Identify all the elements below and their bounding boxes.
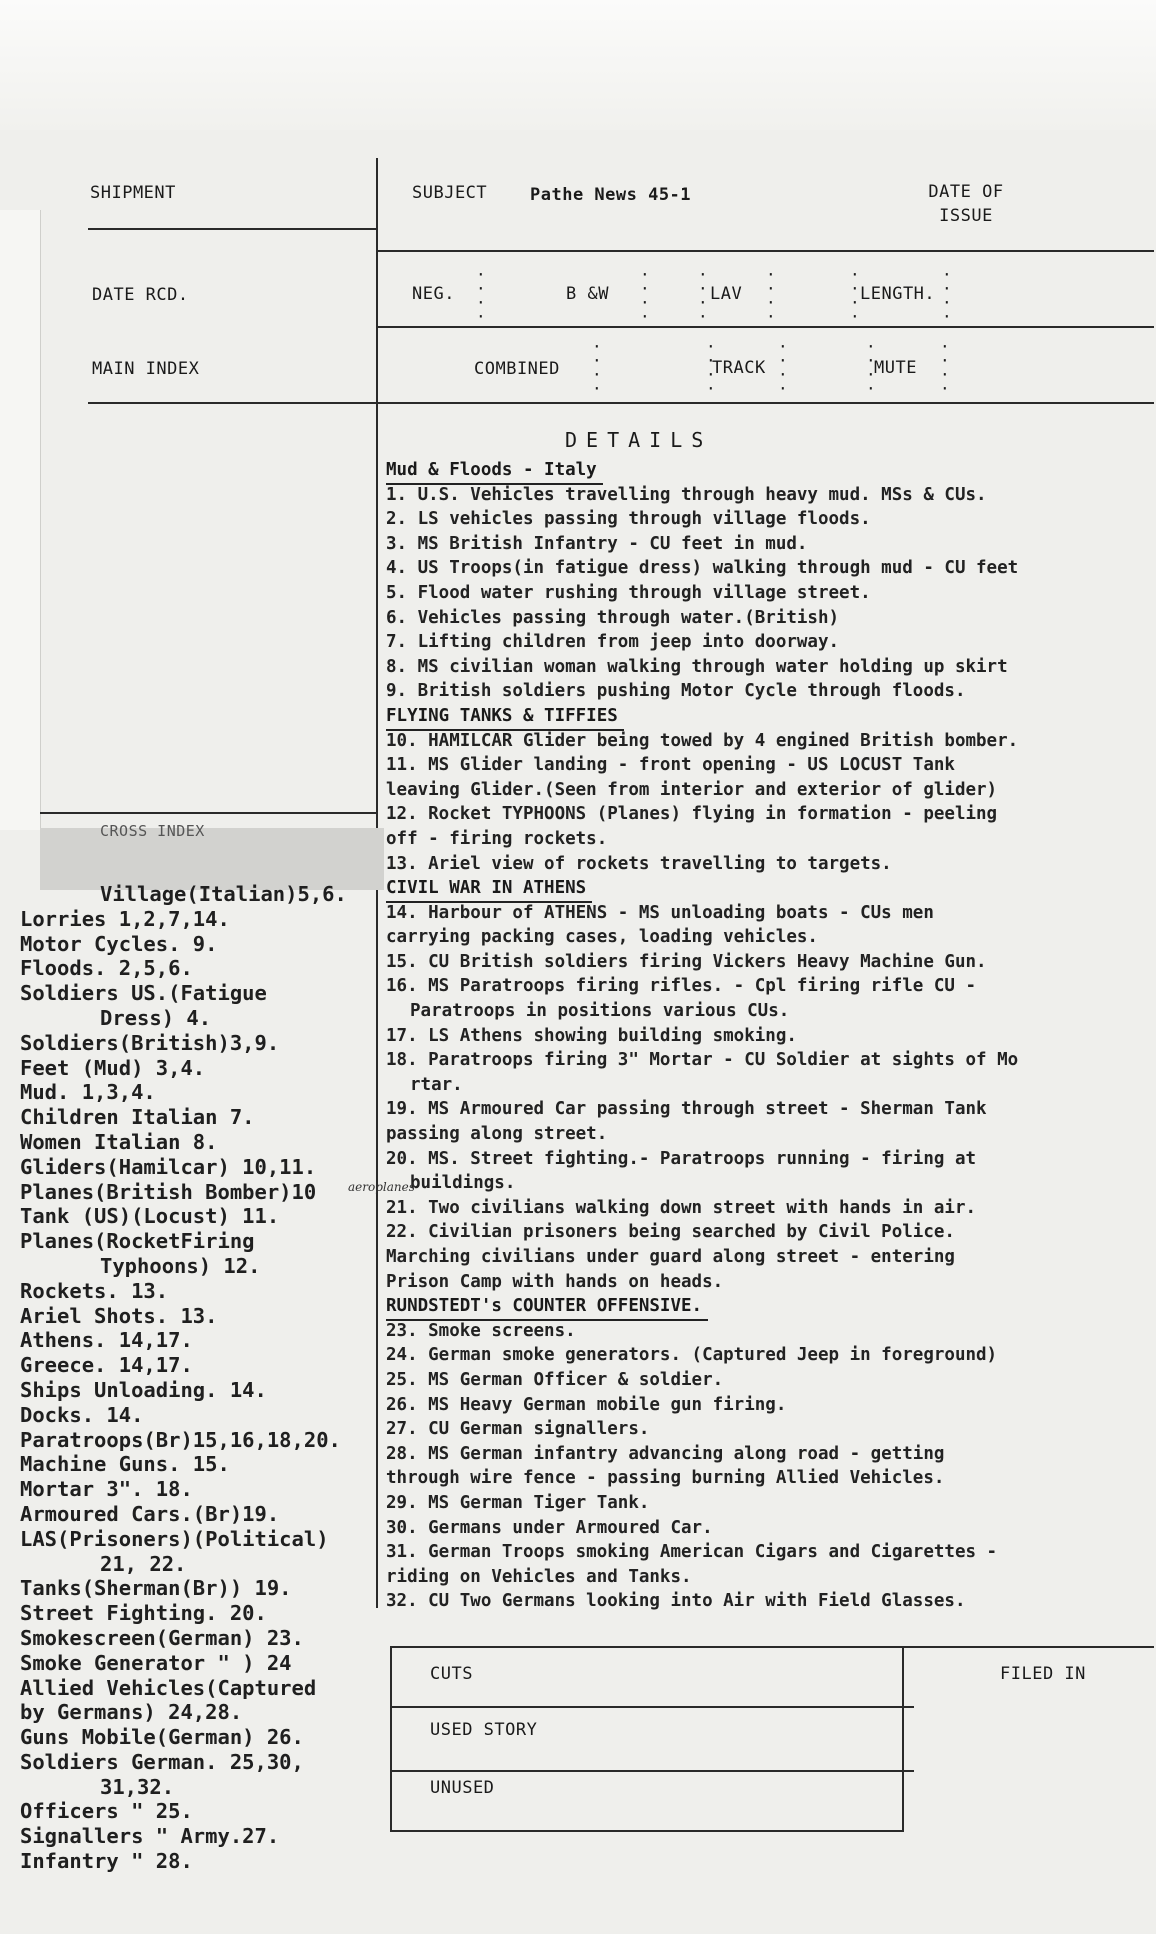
details-entry: 30. Germans under Armoured Car. [386,1517,713,1538]
details-section-heading [386,458,1146,483]
pasted-label-strip [40,822,384,890]
details-entry: carrying packing cases, loading vehicles. [386,927,818,948]
details-entry: rtar. [410,1074,463,1095]
details-entry: Paratroops in positions various CUs. [410,1001,790,1022]
torn-top-edge [0,0,1156,130]
date-of-issue-label: DATE OF ISSUE [928,182,1004,226]
dot-leader: · · · · [778,337,788,398]
cross-index-entry: Armoured Cars.(Br)19. [20,1501,280,1526]
rule [88,402,1154,404]
cross-index-entry: Street Fighting. 20. [20,1601,267,1626]
cross-index-entry: Mortar 3". 18. [20,1477,193,1502]
details-entry: 22. Civilian prisoners being searched by Civil Police. [386,1222,955,1243]
section-heading-text: Mud & Floods - Italy [386,458,603,485]
details-section-heading [386,1294,1146,1319]
section-heading-text: RUNDSTEDT's COUNTER OFFENSIVE. [386,1294,708,1321]
details-entry: 16. MS Paratroops firing rifles. - Cpl firing rifle CU - [386,976,977,997]
rule [88,228,378,230]
dot-leader: · · · · [476,265,486,326]
rule [390,1646,1154,1648]
details-entry: 3. MS British Infantry - CU feet in mud. [386,533,808,554]
length-label: LENGTH. [860,284,936,304]
details-entry: 2. LS vehicles passing through village floods. [386,509,871,530]
details-entry: riding on Vehicles and Tanks. [386,1566,692,1587]
cross-index-entry: Gliders(Hamilcar) 10,11. [20,1154,317,1179]
attached-strip [0,210,41,830]
handwritten-note: aeroplanes [348,1180,415,1194]
details-entry: 26. MS Heavy German mobile gun firing. [386,1394,787,1415]
cross-index-entry: Machine Guns. 15. [20,1452,230,1477]
cross-index-entry: Athens. 14,17. [20,1328,193,1353]
dot-leader: · · · · [698,265,708,326]
dot-leader: · · · · [942,265,952,326]
details-entry: 17. LS Athens showing building smoking. [386,1025,797,1046]
cross-index-entry: Infantry " 28. [20,1849,193,1874]
main-index-label: MAIN INDEX [92,359,200,379]
cross-index-entry: Guns Mobile(German) 26. [20,1725,304,1750]
cross-index-entry: Signallers " Army.27. [20,1824,280,1849]
cross-index-entry: Children Italian 7. [20,1105,255,1130]
track-label: TRACK [712,358,766,378]
cross-index-entry: Feet (Mud) 3,4. [20,1055,206,1080]
details-entry: Prison Camp with hands on heads. [386,1271,724,1292]
dot-leader: · · · · [766,265,776,326]
cross-index-entry: Planes(RocketFiring [20,1229,255,1254]
details-entry: 24. German smoke generators. (Captured Jeep in foreground) [386,1345,998,1366]
dot-leader: · · · · [866,337,876,398]
details-list [386,458,1146,1614]
cross-index-entry: Soldiers(British)3,9. [20,1030,280,1055]
cross-index-entry: Rockets. 13. [20,1278,169,1303]
details-entry: 32. CU Two Germans looking into Air with Field Glasses. [386,1591,966,1612]
details-entry: through wire fence - passing burning Allied Vehicles. [386,1468,945,1489]
cross-index-entry: Smoke Generator " ) 24 [20,1650,292,1675]
details-entry: Marching civilians under guard along street - entering [386,1247,955,1267]
cross-index-entry: Women Italian 8. [20,1129,218,1154]
combined-label: COMBINED [474,359,560,379]
shipment-label: SHIPMENT [90,183,176,203]
dot-leader: · · · · [706,337,716,398]
rule [390,1706,914,1708]
cross-index-entry: Tank (US)(Locust) 11. [20,1204,280,1229]
details-entry: buildings. [410,1173,516,1194]
details-entry: 8. MS civilian woman walking through water holding up skirt [386,656,1008,677]
details-entry: 29. MS German Tiger Tank. [386,1492,650,1513]
unused-label: UNUSED [430,1778,495,1798]
dot-leader: · · · · [940,337,950,398]
cross-index-entry: Allied Vehicles(Captured [20,1675,317,1700]
cross-index-entry: Paratroops(Br)15,16,18,20. [20,1427,341,1452]
details-entry: 15. CU British soldiers firing Vickers Heavy Machine Gun. [386,951,987,972]
section-heading-text: FLYING TANKS & TIFFIES [386,704,624,731]
used-story-label: USED STORY [430,1720,538,1740]
subject-label: SUBJECT [412,183,488,203]
bw-label: B &W [566,284,609,304]
rule [390,1770,914,1772]
details-entry: 7. Lifting children from jeep into doorway. [386,632,840,653]
details-entry: 21. Two civilians walking down street with hands in air. [386,1197,977,1218]
cross-index-entry: Greece. 14,17. [20,1353,193,1378]
details-section-heading [386,704,1146,729]
cross-index-entry: Docks. 14. [20,1402,144,1427]
rule [902,1646,904,1832]
cross-index-entry: Dress) 4. [100,1005,212,1030]
details-entry: 14. Harbour of ATHENS - MS unloading boats - CUs men [386,902,934,923]
dot-leader: · · · · [850,265,860,326]
cross-index-entry: Floods. 2,5,6. [20,956,193,981]
cross-index-entry: Typhoons) 12. [100,1253,261,1278]
cross-index-entry: Lorries 1,2,7,14. [20,906,230,931]
details-entry: 23. Smoke screens. [386,1320,576,1341]
details-title: DETAILS [565,428,713,452]
details-entry: 1. U.S. Vehicles travelling through heavy mud. MSs & CUs. [386,484,987,505]
cross-index-entry: 21, 22. [100,1551,187,1576]
details-entry: 11. MS Glider landing - front opening - US LOCUST Tank [386,755,955,776]
details-entry: 31. German Troops smoking American Cigars and Cigarettes - [386,1542,998,1563]
details-entry: leaving Glider.(Seen from interior and exterior of glider) [386,779,998,800]
details-entry: 9. British soldiers pushing Motor Cycle through floods. [386,681,966,702]
rule [390,1646,392,1832]
details-entry: 28. MS German infantry advancing along road - getting [386,1443,945,1464]
date-rcd-label: DATE RCD. [92,285,189,305]
details-entry: 5. Flood water rushing through village street. [386,582,871,603]
cross-index-entry: Officers " 25. [20,1799,193,1824]
cross-index-label: CROSS INDEX [100,822,205,840]
rule [390,1830,904,1832]
neg-label: NEG. [412,284,455,304]
details-entry: 6. Vehicles passing through water.(British) [386,607,840,628]
details-entry: 18. Paratroops firing 3" Mortar - CU Soldier at sights of Mo [386,1050,1019,1071]
subject-value: Pathe News 45-1 [530,185,692,205]
dot-leader: · · · · [592,337,602,398]
details-entry: 13. Ariel view of rockets travelling to targets. [386,853,892,874]
rule [378,250,1154,252]
details-entry: 4. US Troops(in fatigue dress) walking through mud - CU feet [386,558,1019,579]
filed-in-label: FILED IN [1000,1664,1086,1684]
details-entry: 10. HAMILCAR Glider being towed by 4 engined British bomber. [386,730,1019,751]
details-entry: 27. CU German signallers. [386,1419,650,1440]
details-entry: 20. MS. Street fighting.- Paratroops running - firing at [386,1148,977,1169]
cross-index-list [20,882,390,1874]
lav-label: LAV [710,284,743,304]
details-section-heading [386,876,1146,901]
rule [378,326,1154,328]
cross-index-entry: Ships Unloading. 14. [20,1377,267,1402]
cross-index-entry: by Germans) 24,28. [20,1700,243,1725]
cross-index-entry: Tanks(Sherman(Br)) 19. [20,1576,292,1601]
details-entry: 12. Rocket TYPHOONS (Planes) flying in formation - peeling [386,804,998,825]
cuts-label: CUTS [430,1664,473,1684]
cross-index-entry: Village(Italian)5,6. [100,882,347,906]
cross-index-entry: Soldiers German. 25,30, [20,1749,304,1774]
details-entry: off - firing rockets. [386,828,608,849]
cross-index-entry: Ariel Shots. 13. [20,1303,218,1328]
mute-label: MUTE [874,358,917,378]
details-entry: 25. MS German Officer & soldier. [386,1369,724,1390]
details-entry: passing along street. [386,1124,608,1145]
cross-index-entry: Soldiers US.(Fatigue [20,981,267,1006]
cross-index-entry: LAS(Prisoners)(Political) [20,1526,329,1551]
section-heading-text: CIVIL WAR IN ATHENS [386,876,592,903]
dot-leader: · · · · [640,265,650,326]
cross-index-entry: Smokescreen(German) 23. [20,1625,304,1650]
details-entry: 19. MS Armoured Car passing through street - Sherman Tank [386,1099,987,1120]
rule [40,812,378,814]
cross-index-entry: Motor Cycles. 9. [20,931,218,956]
cross-index-entry: Planes(British Bomber)10 [20,1179,317,1204]
cross-index-entry: 31,32. [100,1774,175,1799]
cross-index-entry: Mud. 1,3,4. [20,1080,156,1105]
